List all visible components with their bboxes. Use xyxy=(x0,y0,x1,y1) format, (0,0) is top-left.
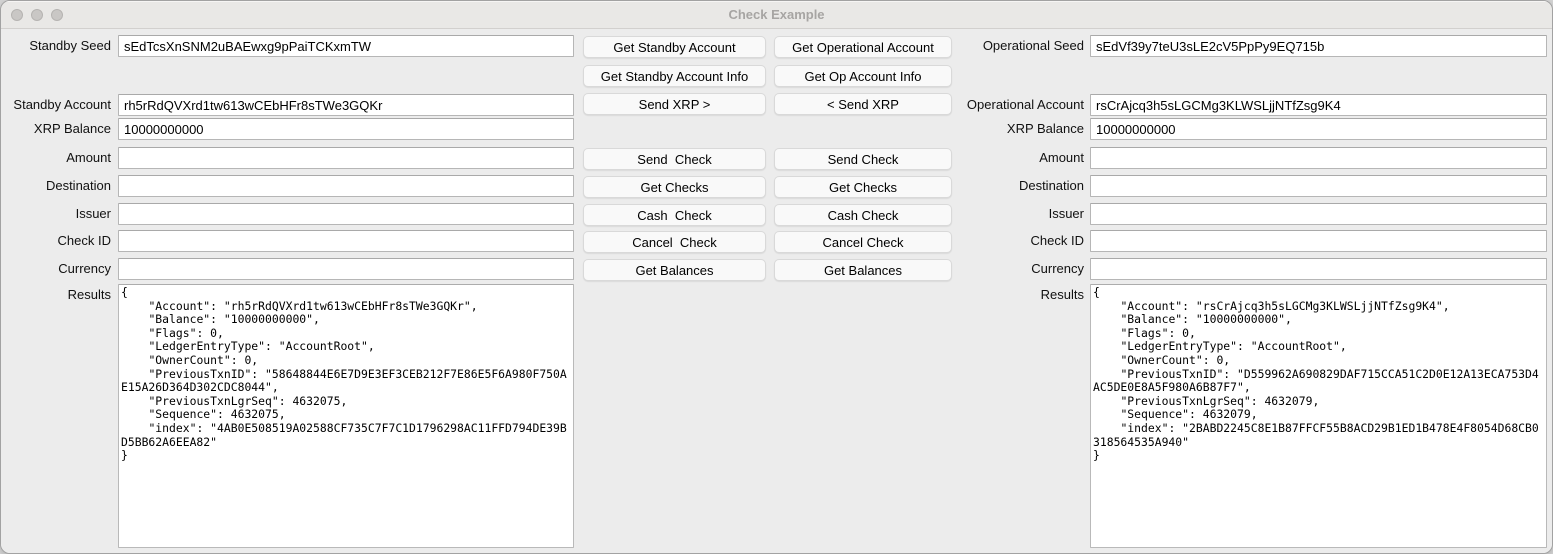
standby-issuer-label: Issuer xyxy=(75,206,111,221)
standby-currency-label: Currency xyxy=(58,261,111,276)
standby-results-textarea[interactable] xyxy=(118,284,574,548)
standby-check-id-label: Check ID xyxy=(57,233,111,248)
standby-results-label: Results xyxy=(67,287,111,302)
get-op-account-info-button[interactable]: Get Op Account Info xyxy=(774,65,952,87)
standby-balance-label: XRP Balance xyxy=(33,121,111,136)
get-standby-account-button[interactable]: Get Standby Account xyxy=(583,36,766,58)
operational-check-id-label: Check ID xyxy=(1030,233,1084,248)
operational-issuer-label: Issuer xyxy=(1048,206,1084,221)
titlebar xyxy=(1,1,1552,29)
send-xrp-right-button[interactable]: Send XRP > xyxy=(583,93,766,115)
get-standby-account-info-button[interactable]: Get Standby Account Info xyxy=(583,65,766,87)
operational-balance-label: XRP Balance xyxy=(1006,121,1084,136)
standby-cancel-check-button[interactable]: Cancel Check xyxy=(583,231,766,253)
main-content xyxy=(1,29,1552,553)
operational-seed-field[interactable] xyxy=(1090,35,1547,57)
operational-amount-field[interactable] xyxy=(1090,147,1547,169)
op-cash-check-button[interactable]: Cash Check xyxy=(774,204,952,226)
standby-destination-field[interactable] xyxy=(118,175,574,197)
window-title: Check Example xyxy=(728,7,825,22)
standby-issuer-field[interactable] xyxy=(118,203,574,225)
operational-currency-label: Currency xyxy=(1031,261,1084,276)
operational-issuer-field[interactable] xyxy=(1090,203,1547,225)
operational-currency-field[interactable] xyxy=(1090,258,1547,280)
operational-amount-label: Amount xyxy=(1039,150,1084,165)
operational-seed-label: Operational Seed xyxy=(982,38,1084,53)
send-xrp-left-button[interactable]: < Send XRP xyxy=(774,93,952,115)
standby-cash-check-button[interactable]: Cash Check xyxy=(583,204,766,226)
standby-seed-label: Standby Seed xyxy=(29,38,111,53)
standby-check-id-field[interactable] xyxy=(118,230,574,252)
operational-destination-field[interactable] xyxy=(1090,175,1547,197)
standby-account-field[interactable] xyxy=(118,94,574,116)
operational-results-label: Results xyxy=(1040,287,1084,302)
operational-balance-field[interactable] xyxy=(1090,118,1547,140)
standby-get-checks-button[interactable]: Get Checks xyxy=(583,176,766,198)
standby-seed-field[interactable] xyxy=(118,35,574,57)
standby-amount-label: Amount xyxy=(66,150,111,165)
op-get-checks-button[interactable]: Get Checks xyxy=(774,176,952,198)
standby-destination-label: Destination xyxy=(45,178,111,193)
standby-account-label: Standby Account xyxy=(13,97,111,112)
op-cancel-check-button[interactable]: Cancel Check xyxy=(774,231,952,253)
standby-get-balances-button[interactable]: Get Balances xyxy=(583,259,766,281)
operational-destination-label: Destination xyxy=(1018,178,1084,193)
op-send-check-button[interactable]: Send Check xyxy=(774,148,952,170)
standby-send-check-button[interactable]: Send Check xyxy=(583,148,766,170)
operational-check-id-field[interactable] xyxy=(1090,230,1547,252)
standby-amount-field[interactable] xyxy=(118,147,574,169)
get-operational-account-button[interactable]: Get Operational Account xyxy=(774,36,952,58)
op-get-balances-button[interactable]: Get Balances xyxy=(774,259,952,281)
standby-currency-field[interactable] xyxy=(118,258,574,280)
operational-account-label: Operational Account xyxy=(966,97,1084,112)
operational-account-field[interactable] xyxy=(1090,94,1547,116)
standby-balance-field[interactable] xyxy=(118,118,574,140)
operational-results-textarea[interactable] xyxy=(1090,284,1547,548)
